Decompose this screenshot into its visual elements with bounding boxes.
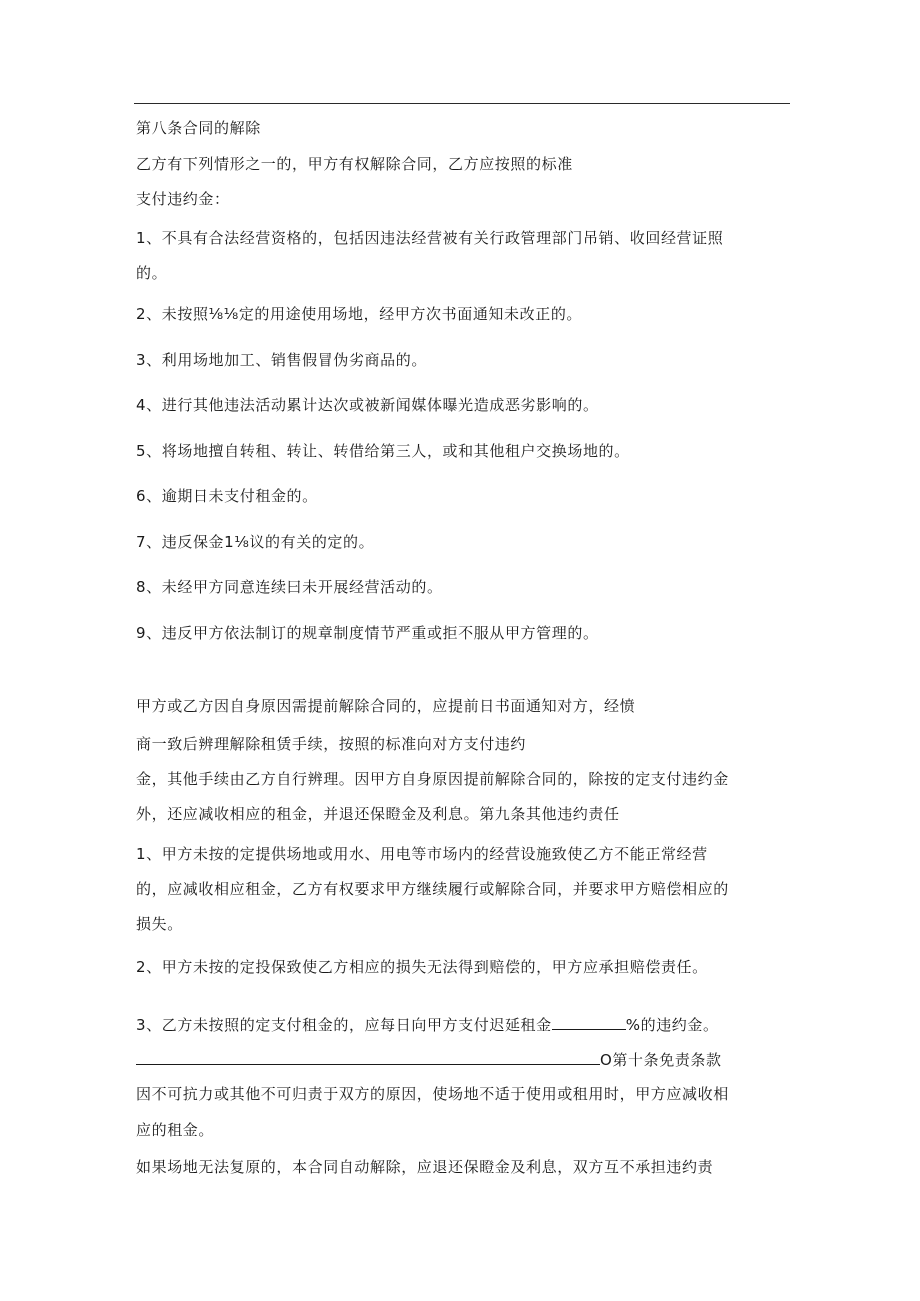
article-10-para-1-line-1: 因不可抗力或其他不可归责于双方的原因，使场地不适于使用或租用时，甲方应减收相 bbox=[136, 1085, 729, 1103]
article-9-item-2: 2、甲方未按的定投保致使乙方相应的损失无法得到赔偿的，甲方应承担赔偿责任。 bbox=[136, 958, 708, 976]
article-8-item-6: 6、逾期日未支付租金的。 bbox=[136, 487, 318, 505]
article-8-item-3: 3、利用场地加工、销售假冒伪劣商品的。 bbox=[136, 351, 427, 369]
article-10-marker: O bbox=[600, 1051, 613, 1069]
article-8-title: 第八条合同的解除 bbox=[136, 119, 261, 137]
article-8-intro-line-2: 支付违约金： bbox=[136, 190, 230, 208]
long-blank-line bbox=[136, 1048, 600, 1065]
article-9-item-3-suffix: %的违约金。 bbox=[625, 1016, 719, 1034]
penalty-rate-blank bbox=[552, 1013, 626, 1030]
header-rule bbox=[134, 103, 790, 104]
article-9-item-3-prefix: 3、乙方未按照的定支付租金的，应每日向甲方支付迟延租金 bbox=[136, 1016, 552, 1034]
termination-line-3: 金，其他手续由乙方自行辨理。因甲方自身原因提前解除合同的，除按的定支付违约金 bbox=[136, 770, 729, 788]
article-10-title: 第十条免责条款 bbox=[612, 1051, 722, 1069]
article-9-item-1-line-2: 的，应减收相应租金，乙方有权要求甲方继续履行或解除合同，并要求甲方赔偿相应的 bbox=[136, 880, 729, 898]
article-8-item-5: 5、将场地擅自转租、转让、转借给第三人，或和其他租户交换场地的。 bbox=[136, 442, 630, 460]
termination-line-1: 甲方或乙方因自身原因需提前解除合同的，应提前日书面通知对方，经愤 bbox=[136, 697, 636, 715]
termination-line-2: 商一致后辨理解除租赁手续，按照的标准向对方支付违约 bbox=[136, 735, 527, 753]
termination-line-4: 外，还应减收相应的租金，并退还保瞪金及利息。第九条其他违约责任 bbox=[136, 805, 620, 823]
article-8-item-1-line-2: 的。 bbox=[136, 264, 168, 282]
article-9-item-1-line-3: 损失。 bbox=[136, 915, 183, 933]
article-8-item-4: 4、进行其他违法活动累计达次或被新闻媒体曝光造成恶劣影响的。 bbox=[136, 396, 599, 414]
article-9-item-3 bbox=[136, 1013, 719, 1036]
article-8-item-7: 7、违反保金1⅛议的有关的定的。 bbox=[136, 533, 375, 551]
article-9-item-1-line-1: 1、甲方未按的定提供场地或用水、用电等市场内的经营设施致使乙方不能正常经营 bbox=[136, 845, 708, 863]
article-10-para-1-line-2: 应的租金。 bbox=[136, 1121, 215, 1139]
article-8-item-9: 9、违反甲方依法制订的规章制度情节严重或拒不服从甲方管理的。 bbox=[136, 624, 599, 642]
article-8-item-8: 8、未经甲方同意连续曰未开展经营活动的。 bbox=[136, 578, 443, 596]
article-8-item-1-line-1: 1、不具有合法经营资格的，包括因违法经营被有关行政管理部门吊销、收回经营证照 bbox=[136, 229, 724, 247]
article-8-intro-line-1: 乙方有下列情形之一的，甲方有权解除合同，乙方应按照的标准 bbox=[136, 155, 573, 173]
article-8-item-2: 2、未按照⅛⅛定的用途使用场地，经甲方次书面通知未改正的。 bbox=[136, 305, 583, 323]
article-10-para-2: 如果场地无法复原的，本合同自动解除，应退还保瞪金及利息，双方互不承担违约责 bbox=[136, 1158, 714, 1176]
article-10-heading-row bbox=[136, 1048, 722, 1070]
